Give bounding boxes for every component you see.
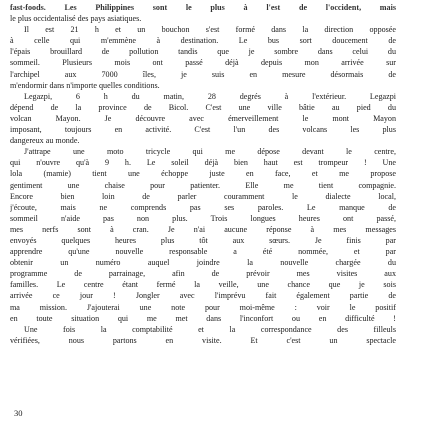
text-line: gentiment une chaise pour patienter. Elle me tient compagnie. [10,180,396,190]
text-line: Il est 21 h et un bouchon s'est formé dans la direction opposée [24,25,396,35]
text-line: imposant, toujours en activité. C'est l'un des volcans les plus [10,125,396,135]
text-line: dépend de la province de Bicol. C'est une ville bâtie au pied du [10,102,396,112]
text-line: à celle qui m'emmène à destination. Le bus sort doucement de [10,36,396,46]
text-line: J'attrape une moto tricycle qui me dépose devant le centre, [24,147,396,157]
text-line: familles. Le centre étant fermé la veille, une chance que je sois [10,280,396,290]
text-line: l'épais brouillard de pollution tandis que je sombre dans celui du [10,47,396,57]
text-line: Une fois la comptabilité et la correspondance des filleuls [24,324,396,334]
text-line: volcan Mayon. Je découvre avec émerveillement le mont Mayon [10,113,396,123]
text-line: mes nerfs sont à cran. Je n'ai aucune réponse à mes messages [10,224,396,234]
text-line: qui n'ouvre qu'à 9 h. Le soleil déjà bien haut est trompeur ! Une [10,158,396,168]
text-line: apprendre qu'une nouvelle responsable a été nommée, et par [10,247,396,257]
text-line: ma mission. J'ajouterai une note pour moi-même : voir le positif [10,302,396,312]
text-line: envoyés quelques heures plus tôt aux sœurs. Je finis par [10,235,396,245]
text-line: dangereux au monde. [10,136,80,146]
document-page [10,2,396,346]
text-line: sommeil n'aide pas non plus. Trois longues heures ont passé, [10,213,396,223]
text-line: Legazpi, 6 h du matin, 28 degrés à l'extérieur. Legazpi [24,91,396,101]
text-line: Encore bien loin de parler couramment le dialecte local, [10,191,396,201]
text-line: fast-foods. Les Philippines sont le plus à l'est de l'occident, mais [10,3,396,12]
text-line: l'archipel aux 7000 îles, je suis en mesure désormais de [10,69,396,79]
text-line: programme de parrainage, afin de prévoir mes visites aux [10,269,396,279]
text-line: arrivée ce jour ! Jongler avec l'imprévu fait également partie de [10,291,396,301]
text-line: vérifiées, nous partons en visite. Et c'est un spectacle [10,335,396,345]
text-line: le plus occidentalisé des pays asiatiques. [10,14,142,24]
text-line: lola (mamie) tient une échoppe juste en face, et me propose [10,169,396,179]
page-number: 30 [14,408,23,418]
text-line: j'écoute, mais ne comprends pas ses paroles. Le manque de [10,202,396,212]
text-line: en toute situation qui me met dans l'inconfort ou en difficulté ! [10,313,396,323]
text-line: sommeil. Plusieurs mois ont passé déjà depuis mon arrivée sur [10,58,396,68]
text-line: obtenir un numéro auquel joindre la nouvelle chargée du [10,258,396,268]
text-line: m'endormir dans n'importe quelles conditions. [10,80,160,90]
